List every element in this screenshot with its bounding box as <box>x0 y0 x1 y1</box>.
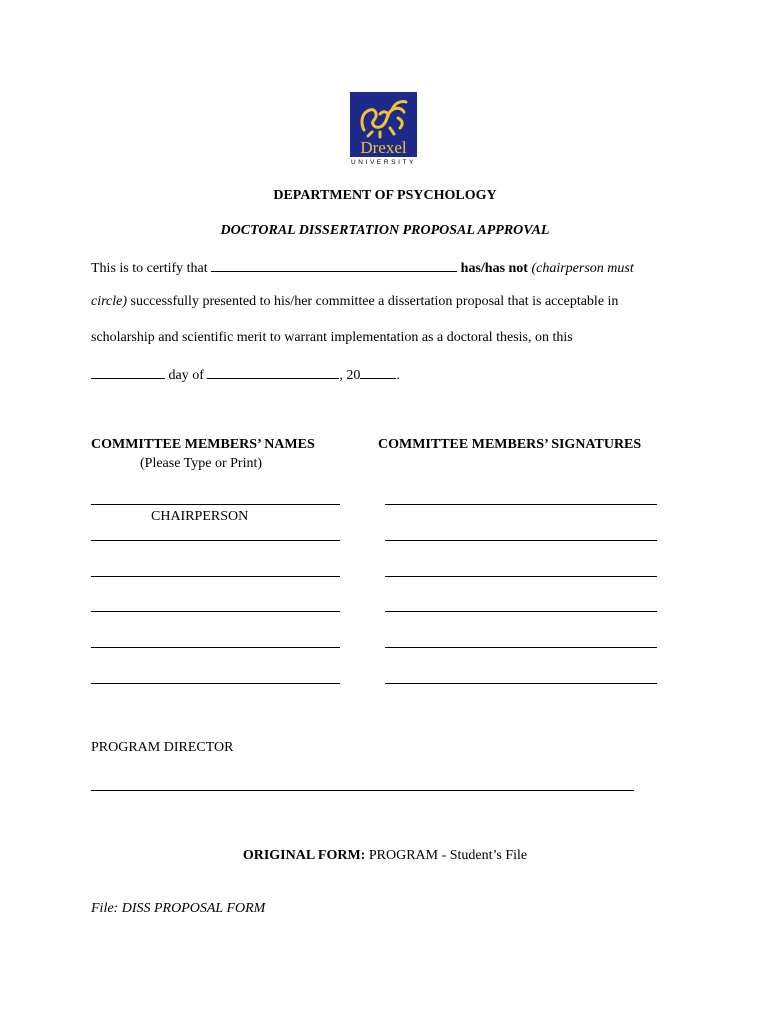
period: . <box>396 368 400 383</box>
member-name-line[interactable] <box>91 540 340 541</box>
original-form-note <box>0 847 770 865</box>
certify-line-3 <box>91 329 573 347</box>
month-blank[interactable] <box>207 365 339 379</box>
logo-subtitle: UNIVERSITY <box>350 159 416 166</box>
certify-prefix: This is to certify that <box>91 261 208 276</box>
day-of-label: day of <box>168 368 204 383</box>
member-signature-line[interactable] <box>385 683 657 684</box>
certify-line-4 <box>91 365 400 385</box>
certify-line-2 <box>91 293 618 311</box>
member-name-line[interactable] <box>91 647 340 648</box>
member-name-line[interactable] <box>91 611 340 612</box>
circle-instruction: circle) <box>91 294 128 309</box>
member-name-line[interactable] <box>91 683 340 684</box>
drexel-logo <box>350 92 417 157</box>
chair-name-line[interactable] <box>91 504 340 505</box>
original-form-label: ORIGINAL FORM: <box>242 848 366 863</box>
program-director-line[interactable] <box>91 790 634 791</box>
member-signature-line[interactable] <box>385 611 657 612</box>
file-note: File: DISS PROPOSAL FORM <box>91 901 266 916</box>
chair-instruction: (chairperson must <box>531 261 634 276</box>
signatures-heading: COMMITTEE MEMBERS’ SIGNATURES <box>378 437 642 452</box>
form-title: DOCTORAL DISSERTATION PROPOSAL APPROVAL <box>220 223 550 238</box>
names-note: (Please Type or Print) <box>140 456 263 471</box>
chairperson-label: CHAIRPERSON <box>151 509 249 524</box>
has-has-not-choice[interactable]: has/has not <box>460 261 528 276</box>
department-heading: DEPARTMENT OF PSYCHOLOGY <box>273 188 497 203</box>
certify-line-1 <box>91 258 634 278</box>
certify-line-2-text: successfully presented to his/her committee a dissertation proposal that is acceptable in <box>130 294 619 309</box>
member-signature-line[interactable] <box>385 540 657 541</box>
original-form-text: PROGRAM - Student’s File <box>365 848 528 863</box>
chair-signature-line[interactable] <box>385 504 657 505</box>
member-signature-line[interactable] <box>385 576 657 577</box>
names-heading: COMMITTEE MEMBERS’ NAMES <box>91 437 315 452</box>
year-prefix: , 20 <box>339 368 361 383</box>
student-name-blank[interactable] <box>211 258 457 272</box>
logo-wordmark: Drexel <box>360 138 407 157</box>
certify-line-3-text: scholarship and scientific merit to warrant implementation as a doctoral thesis, on this <box>91 330 573 345</box>
year-blank[interactable] <box>360 365 396 379</box>
dragon-icon <box>350 92 417 140</box>
day-blank[interactable] <box>91 365 165 379</box>
program-director-label: PROGRAM DIRECTOR <box>91 740 234 755</box>
member-signature-line[interactable] <box>385 647 657 648</box>
member-name-line[interactable] <box>91 576 340 577</box>
